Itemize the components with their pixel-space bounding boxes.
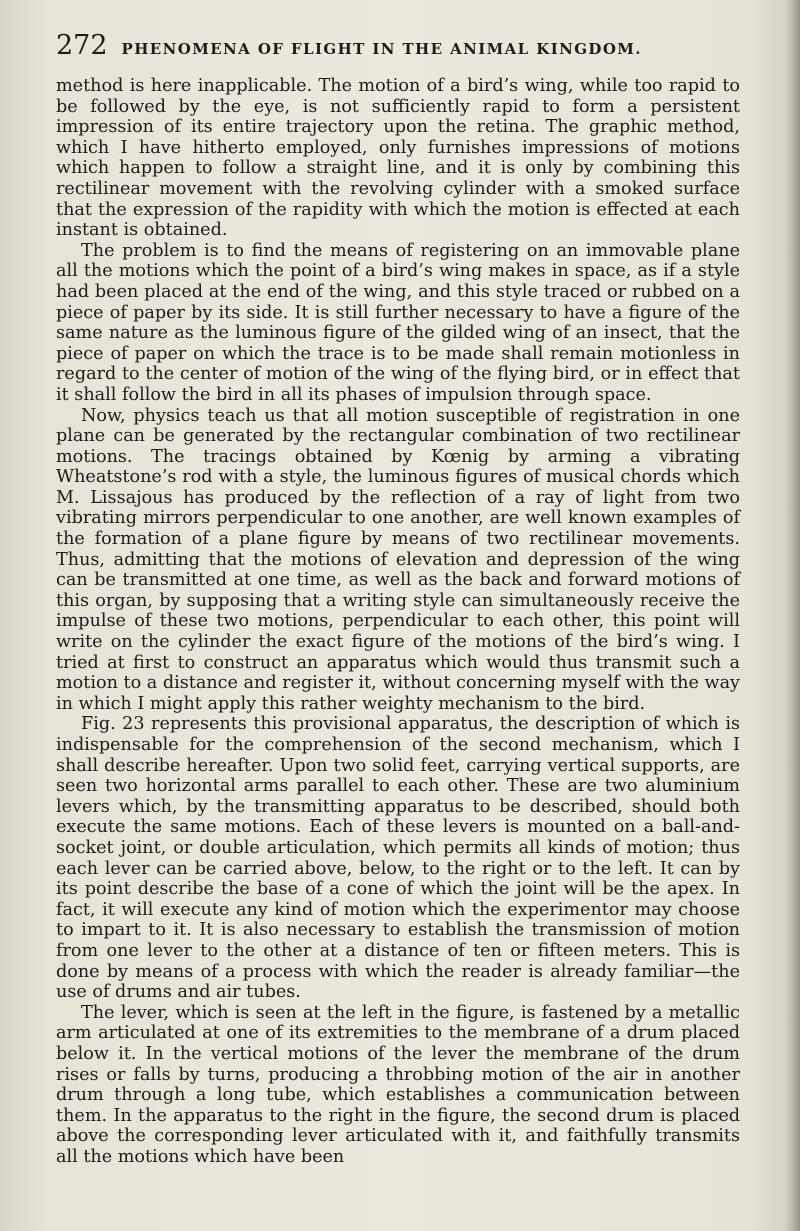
paragraph: Now, physics teach us that all motion susceptible of registration in one plane can be generated by the rectangular combination of two rectilinear motions. The tracings obtained by Kœnig by arming a vibrating Wheatstone’s rod with a style, the luminous figures of musical chords which M. Lissajous has produced by the reflection of a ray of light from two vibrating mirrors perpendicular to one another, are well known examples of the formation of a plane figure by means of two rectilinear movements. Thus, admitting that the motions of elevation and depression of the wing can be transmitted at one time, as well as the back and forward motions of this organ, by supposing that a writing style can simultaneously receive the impulse of these two motions, perpendicular to each other, this point will write on the cylinder the exact figure of the motions of the bird’s wing. I tried at first to construct an apparatus which would thus transmit such a motion to a distance and register it, without concerning myself with the way in which I might apply this rather weighty mechanism to the bird. [56,405,740,714]
paragraph: method is here inapplicable. The motion of a bird’s wing, while too rapid to be followed by the eye, is not sufficiently rapid to form a persistent impression of its entire trajectory upon the retina. The graphic method, which I have hitherto employed, only furnishes impressions of motions which happen to follow a straight line, and it is only by combining this rectilinear movement with the revolving cylinder with a smoked surface that the expression of the rapidity with which the motion is effected at each instant is obtained. [56,76,740,241]
paragraph: The lever, which is seen at the left in the figure, is fastened by a metallic arm articulated at one of its extremities to the membrane of a drum placed below it. In the vertical motions of the lever the membrane of the drum rises or falls by turns, producing a throbbing motion of the air in another drum through a long tube, which establishes a communication between them. In the apparatus to the right in the figure, the second drum is placed above the corresponding lever articulated with it, and faithfully transmits all the motions which have been [56,1002,740,1167]
body-text [56,76,740,1167]
running-head: PHENOMENA OF FLIGHT IN THE ANIMAL KINGDOM. [121,40,642,58]
page-number: 272 [56,30,108,61]
page-header [56,30,746,61]
paragraph: Fig. 23 represents this provisional apparatus, the description of which is indispensable for the comprehension of the second mechanism, which I shall describe hereafter. Upon two solid feet, carrying vertical supports, are seen two horizontal arms parallel to each other. These are two aluminium levers which, by the transmitting apparatus to be described, should both execute the same motions. Each of these levers is mounted on a ball-and-socket joint, or double articulation, which permits all kinds of motion; thus each lever can be carried above, below, to the right or to the left. It can by its point describe the base of a cone of which the joint will be the apex. In fact, it will execute any kind of motion which the experimentor may choose to impart to it. It is also necessary to establish the transmission of motion from one lever to the other at a distance of ten or fifteen meters. This is done by means of a process with which the reader is already familiar—the use of drums and air tubes. [56,714,740,1003]
paragraph: The problem is to find the means of registering on an immovable plane all the motions which the point of a bird’s wing makes in space, as if a style had been placed at the end of the wing, and this style traced or rubbed on a piece of paper by its side. It is still further necessary to have a figure of the same nature as the luminous figure of the gilded wing of an insect, that the piece of paper on which the trace is to be made shall remain motionless in regard to the center of motion of the wing of the flying bird, or in effect that it shall follow the bird in all its phases of impulsion through space. [56,240,740,405]
